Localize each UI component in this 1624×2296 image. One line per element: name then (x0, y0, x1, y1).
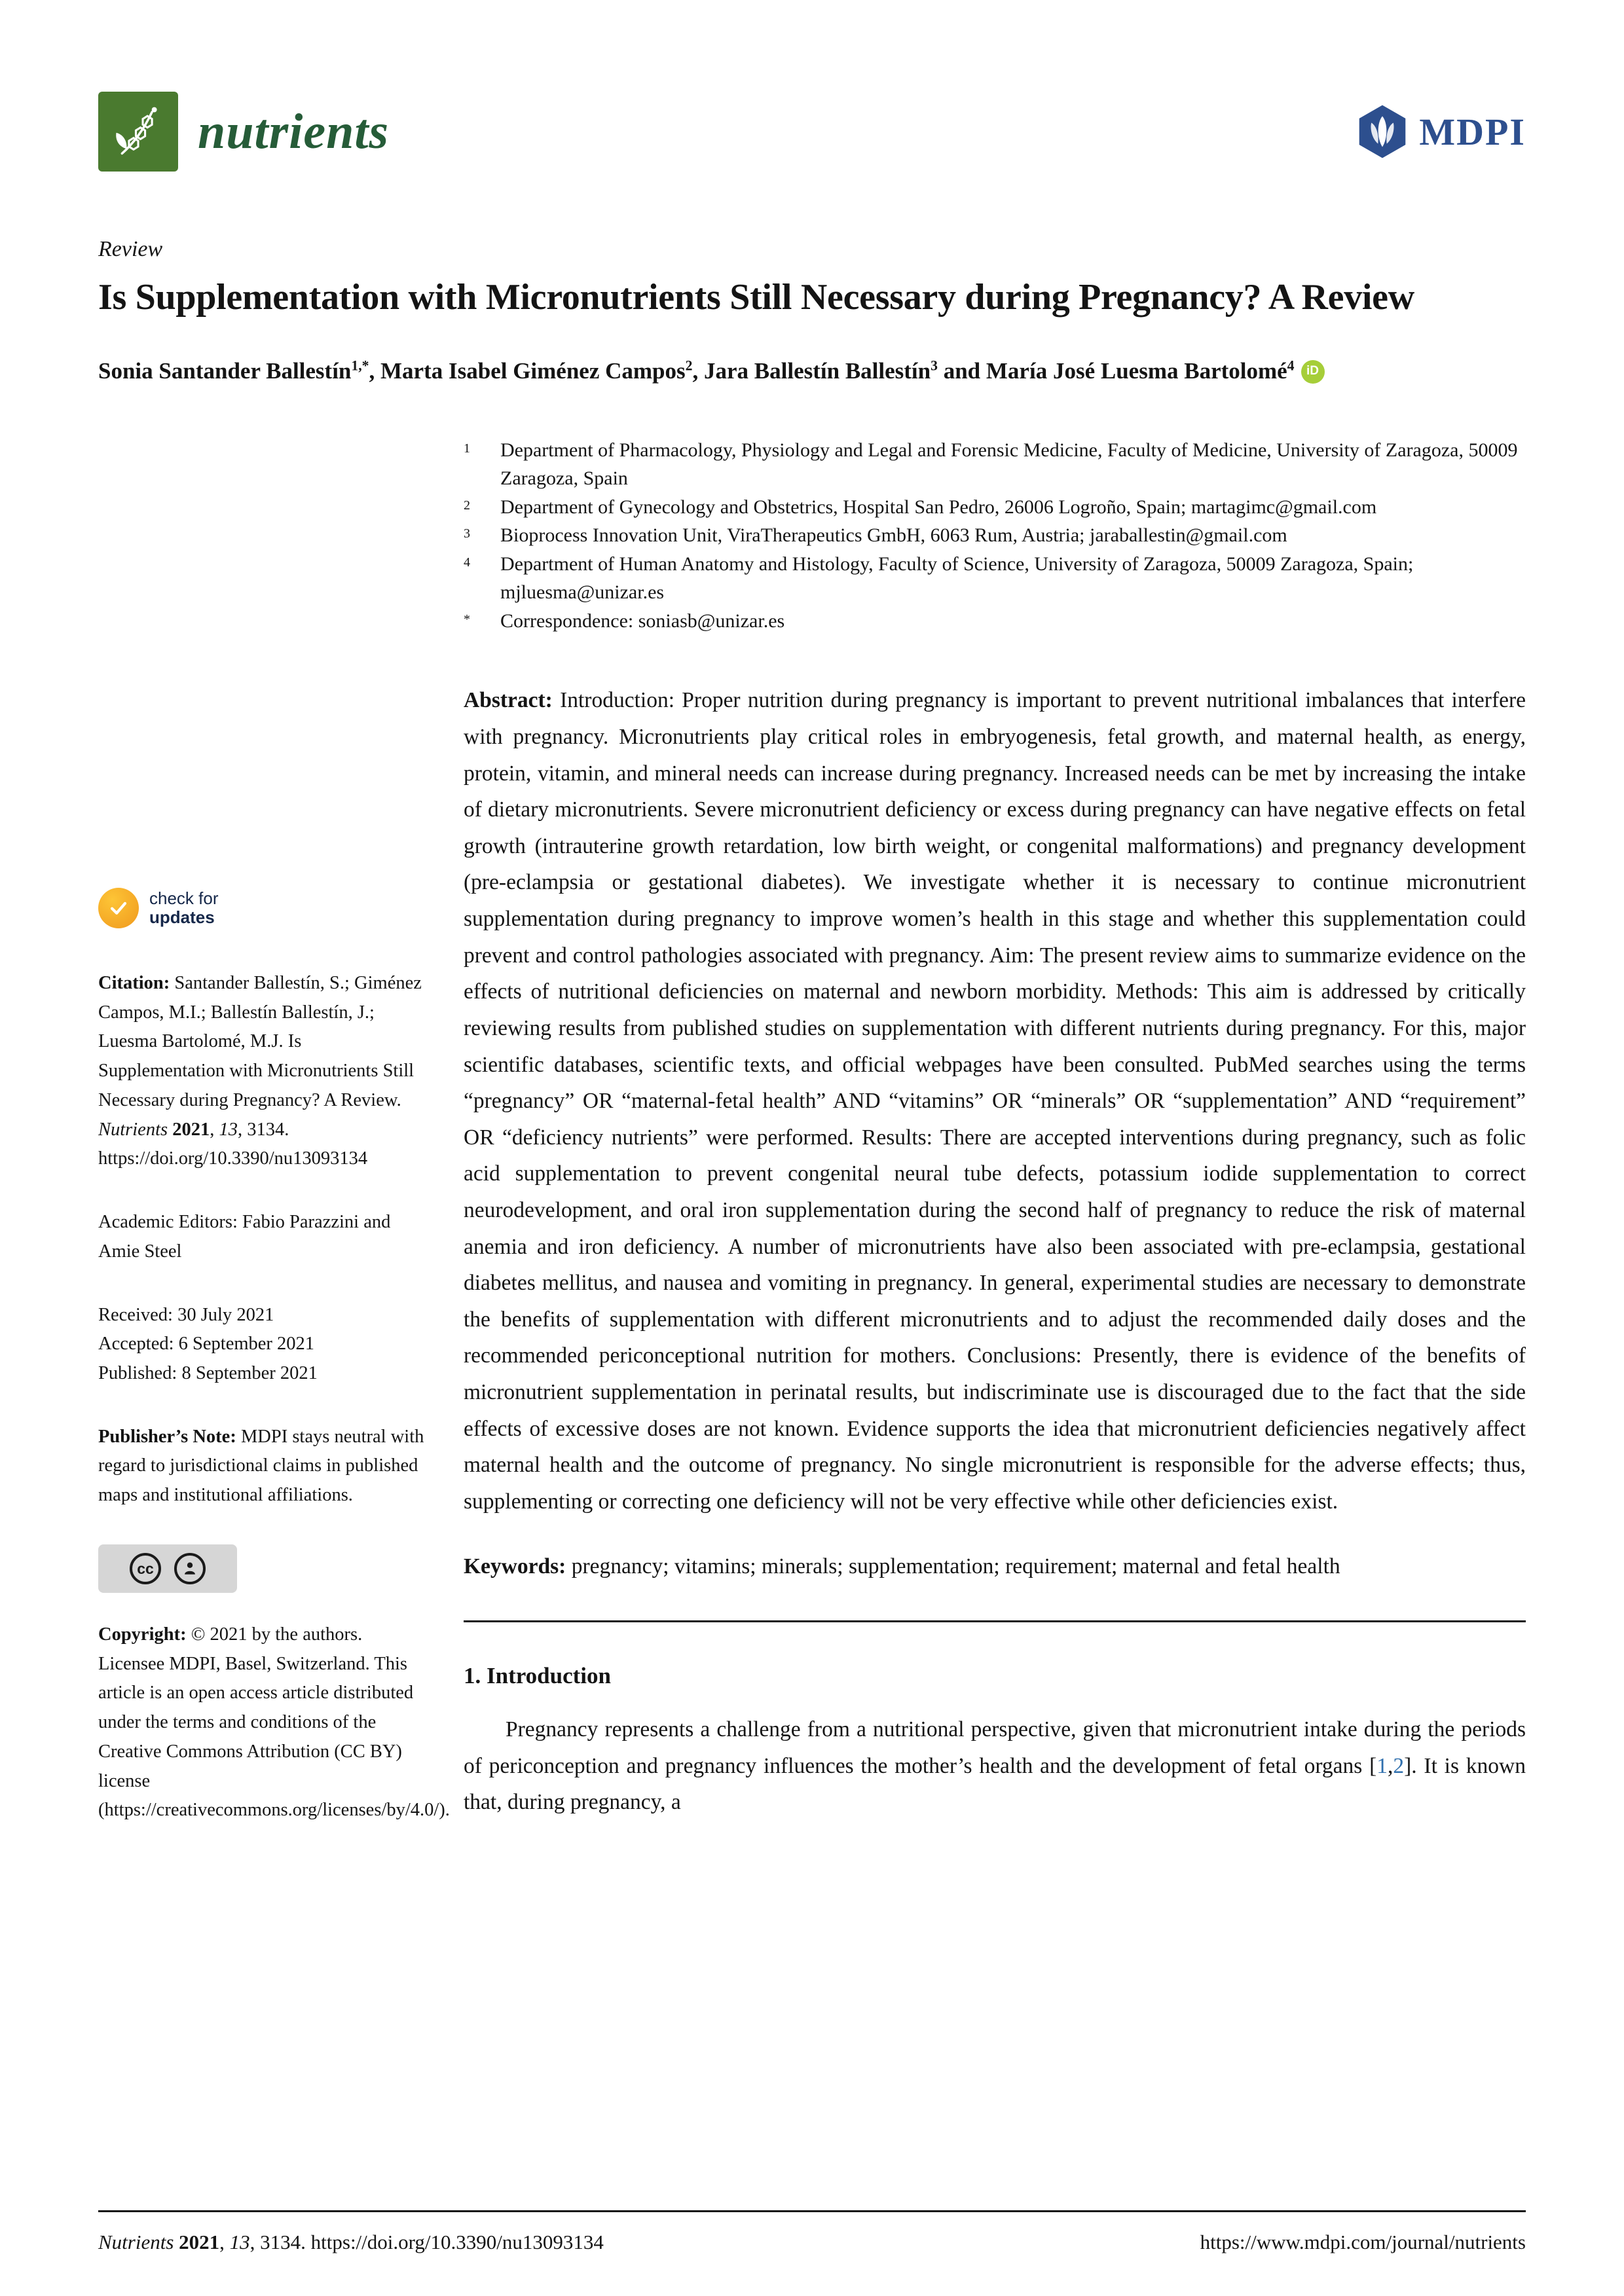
publisher-note-text: MDPI stays neutral with regard to jurisdictional claims in published maps and institutional affiliations. (98, 1426, 424, 1506)
published-line (98, 1359, 426, 1389)
citation-year: 2021 (172, 1119, 210, 1140)
published-label: Published: (98, 1363, 182, 1384)
accepted-line (98, 1330, 426, 1359)
footer-journal-url[interactable]: https://www.mdpi.com/journal/nutrients (1200, 2231, 1526, 2253)
affiliation-row (464, 550, 1526, 607)
affiliation-row (464, 436, 1526, 493)
author-name: , Marta Isabel Giménez Campos (369, 358, 686, 384)
nutrients-logo-box (98, 92, 178, 172)
footer-doi-link[interactable]: , 3134. https://doi.org/10.3390/nu13093134 (249, 2231, 604, 2253)
author-sup: 1,* (351, 357, 369, 374)
keywords-label: Keywords: (464, 1554, 572, 1579)
cc-license-badge[interactable] (98, 1544, 237, 1593)
footer-citation (98, 2231, 604, 2254)
author-sup: 4 (1287, 357, 1295, 374)
intro-text: Pregnancy represents a challenge from a nutritional perspective, given that micronutrient intake during the periods of periconception and pregnancy influences the mother’s health and the development of fetal organs [ (464, 1717, 1526, 1778)
main-column (464, 436, 1526, 1859)
check-updates-line2: updates (149, 907, 215, 927)
copyright-label: Copyright: (98, 1624, 191, 1645)
keywords-paragraph (464, 1548, 1526, 1585)
affiliations-list (464, 436, 1526, 636)
academic-editors-label: Academic Editors: (98, 1212, 243, 1233)
author-sup: 3 (931, 357, 938, 374)
affiliation-marker: * (464, 611, 470, 627)
copyright-block (98, 1620, 450, 1825)
citation-separator: , (210, 1119, 219, 1140)
dates-block (98, 1301, 426, 1389)
orcid-icon[interactable]: iD (1301, 360, 1325, 384)
reference-separator: , (1388, 1753, 1393, 1778)
page-footer (98, 2210, 1526, 2254)
affiliation-text: Bioprocess Innovation Unit, ViraTherapeutics GmbH, 6063 Rum, Austria; jaraballestin@gmail.com (500, 524, 1287, 547)
journal-name: nutrients (198, 103, 390, 159)
affiliation-text: Department of Pharmacology, Physiology and Legal and Forensic Medicine, Faculty of Medicine, University of Zaragoza, 50009 Zaragoza, Spain (500, 439, 1518, 490)
crossmark-check-icon (98, 888, 139, 928)
author-name: Sonia Santander Ballestín (98, 358, 352, 384)
citation-label: Citation: (98, 972, 175, 993)
affiliation-text: Department of Human Anatomy and Histology, Faculty of Science, University of Zaragoza, 50009 Zaragoza, Spain; mjluesma@unizar.es (500, 553, 1414, 604)
published-date: 8 September 2021 (181, 1363, 318, 1384)
affiliation-marker: 4 (464, 555, 470, 570)
by-person-icon (174, 1553, 206, 1584)
publisher-note-label: Publisher’s Note: (98, 1426, 241, 1447)
authors-line (98, 354, 1342, 389)
author-name: , Jara Ballestín Ballestín (692, 358, 931, 384)
affiliation-text: Department of Gynecology and Obstetrics, Hospital San Pedro, 26006 Logroño, Spain; martagimc@gmail.com (500, 496, 1377, 518)
abstract-paragraph (464, 682, 1526, 1520)
check-updates-label (149, 889, 219, 927)
reference-link-1[interactable]: 1 (1376, 1753, 1388, 1778)
author-sup: 2 (685, 357, 693, 374)
affiliation-text: Correspondence: soniasb@unizar.es (500, 610, 785, 632)
citation-volume: 13 (219, 1119, 238, 1140)
mdpi-wordmark: MDPI (1419, 110, 1526, 153)
keywords-text: pregnancy; vitamins; minerals; supplementation; requirement; maternal and fetal health (571, 1554, 1340, 1579)
affiliation-row (464, 521, 1526, 550)
author-name: and María José Luesma Bartolomé (937, 358, 1287, 384)
affiliation-marker: 2 (464, 498, 470, 513)
reference-link-2[interactable]: 2 (1393, 1753, 1405, 1778)
affiliation-row (464, 493, 1526, 522)
footer-journal: Nutrients (98, 2231, 179, 2253)
citation-text: Santander Ballestín, S.; Giménez Campos, M.I.; Ballestín Ballestín, J.; Luesma Bartolomé, M.J. Is Supplementation with Micronutrients Still Necessary during Pregnancy? A Review. (98, 972, 422, 1110)
accepted-label: Accepted: (98, 1334, 179, 1355)
sidebar (98, 436, 450, 1859)
affiliation-row (464, 607, 1526, 636)
page-header (98, 92, 1526, 172)
citation-doi-link[interactable]: , 3134. https://doi.org/10.3390/nu13093134 (98, 1119, 368, 1169)
citation-block (98, 969, 426, 1174)
affiliation-marker: 3 (464, 526, 470, 541)
received-label: Received: (98, 1304, 178, 1325)
received-line (98, 1301, 426, 1330)
intro-paragraph (464, 1711, 1526, 1821)
mdpi-logo[interactable] (1355, 104, 1526, 159)
section-divider (464, 1620, 1526, 1622)
publisher-note (98, 1423, 426, 1510)
intro-text: ]. It is known that, during pregnancy, a (464, 1753, 1526, 1815)
page-title: Is Supplementation with Micronutrients Still Necessary during Pregnancy? A Review (98, 277, 1414, 318)
nutrients-logo[interactable] (98, 92, 389, 172)
footer-separator: , (219, 2231, 230, 2253)
abstract-label: Abstract: (464, 688, 561, 713)
section-heading-introduction: 1. Introduction (464, 1663, 611, 1689)
affiliation-marker: 1 (464, 441, 470, 456)
academic-editors (98, 1208, 426, 1266)
content-columns (98, 436, 1526, 1859)
academic-editors-names: Fabio Parazzini and Amie Steel (98, 1212, 391, 1262)
abstract-text: Introduction: Proper nutrition during pregnancy is important to prevent nutritional imbalances that interfere with pregnancy. Micronutrients play critical roles in embryogenesis, fetal growth, and maternal health, as energy, protein, vitamin, and mineral needs can increase during pregnancy. Increased needs can be met by increasing the intake of dietary micronutrients. Severe micronutrient deficiency or excess during pregnancy can have negative effects on fetal growth (intrauterine growth retardation, low birth weight, or congenital malformations) and pregnancy development (pre-eclampsia or gestational diabetes). We investigate whether it is necessary to continue micronutrient supplementation during pregnancy to improve women’s health in this stage and whether this supplementation could prevent and control pathologies associated with pregnancy. Aim: The present review aims to summarize evidence on the effects of nutritional deficiencies on maternal and newborn morbidity. Methods: This aim is addressed by critically reviewing results from published studies on supplementation with different nutrients during pregnancy. For this, major scientific databases, scientific texts, and official webpages have been consulted. PubMed searches using the terms “pregnancy” OR “maternal-fetal health” AND “vitamins” OR “minerals” OR “supplementation” AND “requirement” OR “deficiency nutrients” were performed. Results: There are accepted interventions during pregnancy, such as folic acid supplementation to prevent congenital neural tube defects, potassium iodide supplementation to correct neurodevelopment, and oral iron supplementation during the second half of pregnancy to reduce the risk of maternal anemia and iron deficiency. A number of micronutrients have also been associated with pre-eclampsia, gestational diabetes mellitus, and nausea and vomiting in pregnancy. In general, experimental studies are necessary to demonstrate the benefits of supplementation with different micronutrients and to adjust the recommended daily doses and the recommended periconceptional nutrition for mothers. Conclusions: Presently, there is evidence of the benefits of micronutrient supplementation in perinatal results, but indiscriminate use is discouraged due to the fact that the side effects of excessive doses are not known. Evidence supports the idea that micronutrient deficiencies negatively affect maternal health and the outcome of pregnancy. No single micronutrient is responsible for the adverse effects; thus, supplementing or correcting one deficiency will not be very effective while other deficiencies exist. (464, 688, 1526, 1514)
mdpi-emblem-icon (1355, 104, 1410, 159)
footer-volume: 13 (229, 2231, 250, 2253)
check-for-updates-badge[interactable] (98, 888, 219, 928)
article-type: Review (98, 237, 163, 261)
copyright-text: © 2021 by the authors. Licensee MDPI, Basel, Switzerland. This article is an open access article distributed under the terms and conditions of the Creative Commons Attribution (CC BY) license (https://creativecommons.org/licenses/by/4.0/). (98, 1624, 450, 1821)
citation-journal: Nutrients (98, 1119, 173, 1140)
cc-icon: cc (130, 1553, 161, 1584)
footer-year: 2021 (179, 2231, 220, 2253)
wheat-icon (109, 103, 167, 160)
check-updates-line1: check for (149, 888, 219, 908)
received-date: 30 July 2021 (177, 1304, 274, 1325)
accepted-date: 6 September 2021 (178, 1334, 315, 1355)
